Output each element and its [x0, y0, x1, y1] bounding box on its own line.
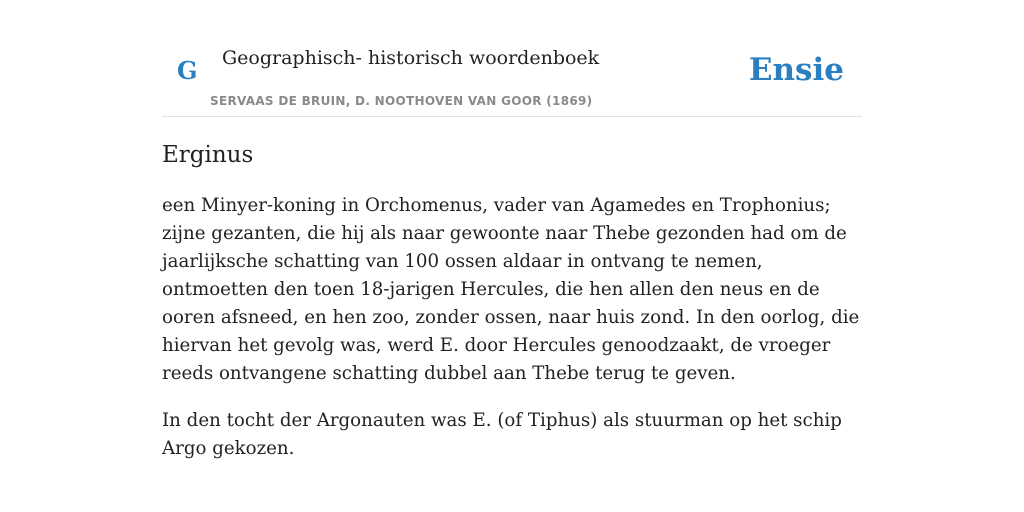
entry-title: Erginus: [162, 142, 254, 168]
book-title[interactable]: Geographisch- historisch woordenboek: [222, 47, 600, 69]
header: [162, 40, 862, 117]
index-letter[interactable]: G: [177, 56, 198, 85]
brand-logo[interactable]: Ensie: [748, 52, 844, 88]
book-authors: SERVAAS DE BRUIN, D. NOOTHOVEN VAN GOOR (1869): [210, 94, 593, 108]
entry-body: [162, 192, 862, 482]
entry-paragraph: een Minyer-koning in Orchomenus, vader van Agamedes en Trophonius; zijne gezanten, die hij als naar gewoonte naar Thebe gezonden had om de jaarlijksche schatting van 100 ossen aldaar in ontvang te nemen, ontmoetten den toen 18-jarigen Hercules, die hen allen den neus en de ooren afsneed, en hen zoo, zonder ossen, naar huis zond. In den oorlog, die hiervan het gevolg was, werd E. door Hercules genoodzaakt, de vroeger reeds ontvangene schatting dubbel aan Thebe terug te geven.: [162, 195, 860, 384]
entry-paragraph: In den tocht der Argonauten was E. (of Tiphus) als stuurman op het schip Argo gekozen.: [162, 410, 842, 459]
